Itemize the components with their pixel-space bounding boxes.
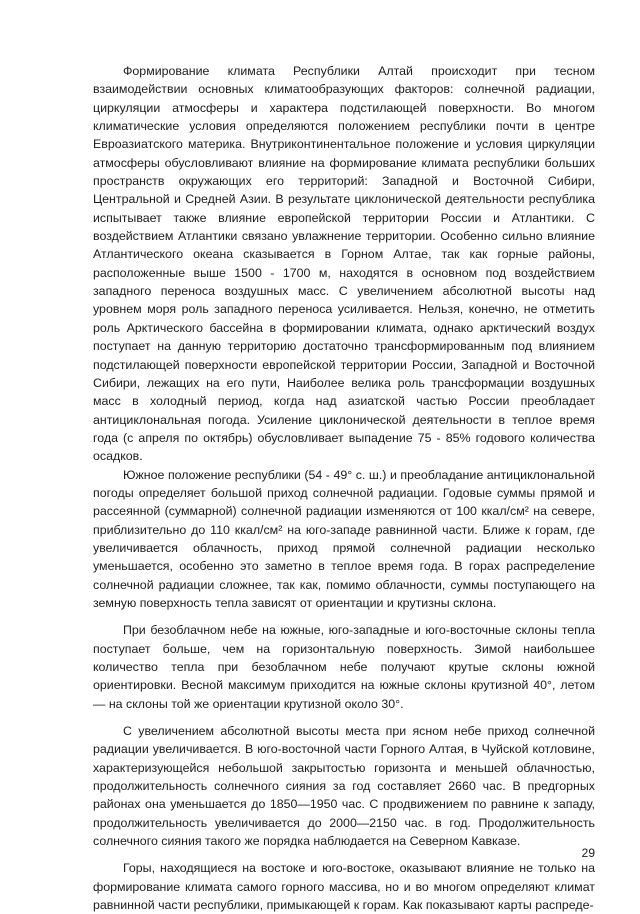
paragraph-climate-factors: Формирование климата Республики Алтай происходит при тесном взаимодействии основных климатообразующих факторов: солнечной радиации, циркуляции атмосферы и характера подстилающей поверхности. Во многом климатические условия определяются положением республики почти в центре Евроазиатского материка. Внутриконтинентальное положение и условия циркуляции атмосферы обусловливают влияние на формирование климата республики больших пространств окружающих его территорий: Западной и Восточной Сибири, Центральной и Средней Азии. В результате циклонической деятельности республика испытывает также влияние европейской территории России и Атлантики. С воздействием Атлантики связано увлажнение территории. Особенно сильно влияние Атлантического океана сказывается в Горном Алтае, так как горные районы, расположенные выше 1500 - 1700 м, находятся в основном под воздействием западного переноса воздушных масс. С увеличением абсолютной высоты над уровнем моря роль западного переноса усиливается. Нельзя, конечно, не отметить роль Арктического бассейна в формировании климата, однако арктический воздух поступает на данную территорию достаточно трансформированным под влиянием подстилающей поверхности европейской территории России, Западной и Восточной Сибири, лежащих на его пути, Наиболее велика роль трансформации воздушных масс в холодный период, когда над азиатской частью России преобладает антициклональная погода. Усиление циклонической деятельности в теплое время года (с апреля по октябрь) обусловливает выпадение 75 - 85% годового количества осадков.	[93, 64, 595, 464]
page-number: 29	[581, 846, 595, 860]
paragraph-solar-radiation: Южное положение республики (54 - 49° с. ш.) и преобладание антициклональной погоды определяет большой приход солнечной радиации. Годовые суммы прямой и рассеянной (суммарной) солнечной радиации изменяются от 100 ккал/см² на севере, приблизительно до 110 ккал/см² на юго-западе равнинной части. Ближе к горам, где увеличивается облачность, приход прямой солнечной радиации несколько уменьшается, особенно это заметно в теплое время года. В горах распределение солнечной радиации сложнее, так как, помимо облачности, суммы поступающего на земную поверхность тепла зависят от ориентации и крутизны склона.	[93, 467, 595, 610]
paragraph-slopes: При безоблачном небе на южные, юго-западные и юго-восточные склоны тепла поступает больше, чем на горизонтальную поверхность. Зимой наибольшее количество тепла при безоблачном небе получают крутые склоны южной ориентировки. Весной максимум приходится на южные склоны крутизной 40°, летом — на склоны той же ориентации крутизной около 30°.	[93, 623, 595, 711]
body-text	[93, 62, 595, 914]
paragraph-altitude-sunshine: С увеличением абсолютной высоты места при ясном небе приход солнечной радиации увеличивается. В юго-восточной части Горного Алтая, в Чуйской котловине, характеризующейся небольшой закрытостью горизонта и меньшей облачностью, продолжительность солнечного сияния за год составляет 2660 час. В предгорных районах она уменьшается до 1850—1950 час. С продвижением по равнине к западу, продолжительность увеличивается до 2000—2150 час. в год. Продолжительность солнечного сияния такого же порядка наблюдается на Северном Кавказе.	[93, 724, 595, 849]
paragraph-mountains-influence: Горы, находящиеся на востоке и юго-востоке, оказывают влияние не только на формирование климата самого горного массива, но и во многом определяют климат равнинной части республики, примыкающей к горам. Как показывают карты распреде-	[93, 861, 595, 913]
